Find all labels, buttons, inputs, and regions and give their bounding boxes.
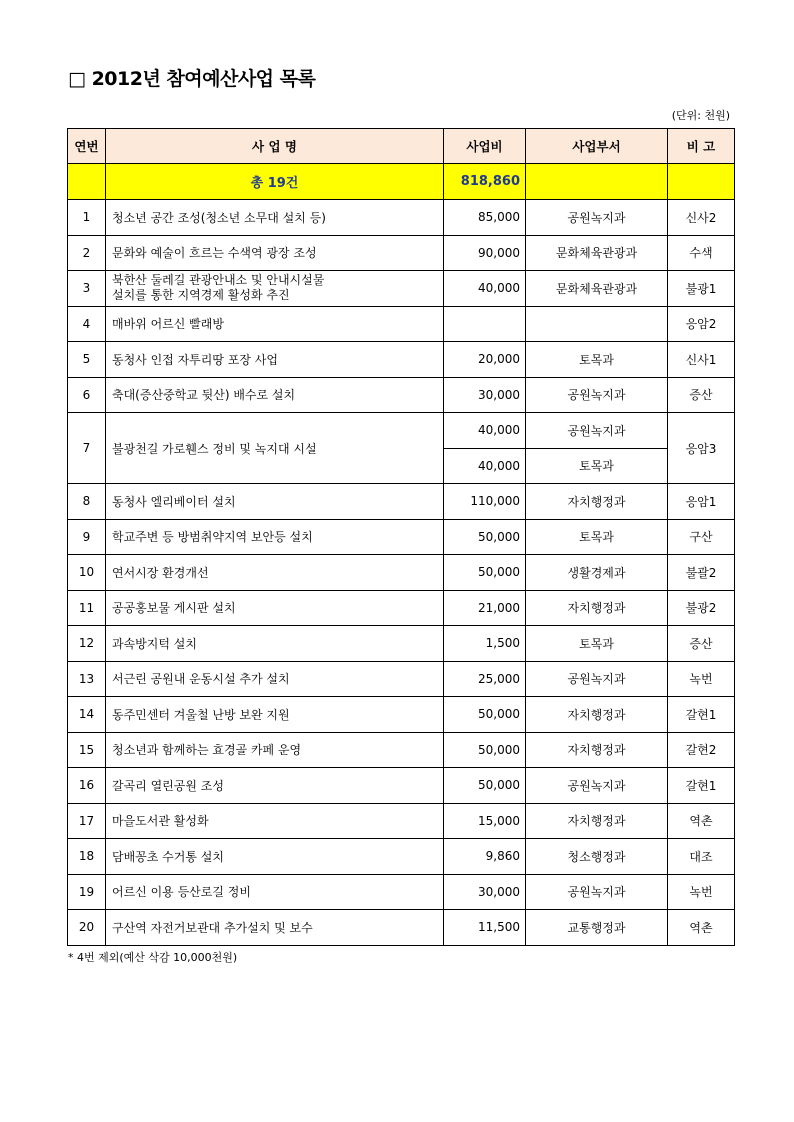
row-no: 20 bbox=[68, 910, 106, 946]
row-note: 불광2 bbox=[668, 590, 735, 626]
row-note: 증산 bbox=[668, 377, 735, 413]
row-name: 청소년과 함께하는 효경골 카페 운영 bbox=[106, 732, 444, 768]
row-no: 13 bbox=[68, 661, 106, 697]
row-name: 갈곡리 열린공원 조성 bbox=[106, 768, 444, 804]
row-name: 동주민센터 겨울철 난방 보완 지원 bbox=[106, 697, 444, 733]
header-cost: 사업비 bbox=[444, 129, 526, 164]
row-note: 증산 bbox=[668, 626, 735, 662]
table-row bbox=[68, 519, 735, 555]
row-name: 과속방지턱 설치 bbox=[106, 626, 444, 662]
header-note: 비 고 bbox=[668, 129, 735, 164]
row-name: 서근린 공원내 운동시설 추가 설치 bbox=[106, 661, 444, 697]
row-cost: 85,000 bbox=[444, 200, 526, 236]
total-cost: 818,860 bbox=[444, 164, 526, 200]
row-dept: 토목과 bbox=[526, 519, 668, 555]
row-cost: 50,000 bbox=[444, 768, 526, 804]
table-row bbox=[68, 590, 735, 626]
row-note: 응암3 bbox=[668, 413, 735, 484]
total-label: 총 19건 bbox=[106, 164, 444, 200]
row-dept bbox=[526, 306, 668, 342]
row-cost: 40,000 bbox=[444, 271, 526, 307]
row-cost: 40,000 bbox=[444, 413, 526, 449]
row-cost: 50,000 bbox=[444, 732, 526, 768]
row-note: 녹번 bbox=[668, 874, 735, 910]
row-cost: 50,000 bbox=[444, 555, 526, 591]
row-no: 9 bbox=[68, 519, 106, 555]
row-note: 불광1 bbox=[668, 271, 735, 307]
row-no: 3 bbox=[68, 271, 106, 307]
row-name: 문화와 예술이 흐르는 수색역 광장 조성 bbox=[106, 235, 444, 271]
row-note: 갈현1 bbox=[668, 768, 735, 804]
unit-label: (단위: 천원) bbox=[671, 109, 730, 122]
table-row bbox=[68, 271, 735, 307]
row-dept: 공원녹지과 bbox=[526, 661, 668, 697]
row-dept: 문화체육관광과 bbox=[526, 235, 668, 271]
row-note: 역촌 bbox=[668, 910, 735, 946]
row-cost: 1,500 bbox=[444, 626, 526, 662]
row-note: 신사1 bbox=[668, 342, 735, 378]
row-note: 응암1 bbox=[668, 484, 735, 520]
row-cost: 30,000 bbox=[444, 874, 526, 910]
table-row bbox=[68, 732, 735, 768]
row-cost: 90,000 bbox=[444, 235, 526, 271]
row-name-line: 북한산 둘레길 관광안내소 및 안내시설물 bbox=[112, 273, 325, 288]
header-no: 연번 bbox=[68, 129, 106, 164]
row-note: 갈현1 bbox=[668, 697, 735, 733]
row-no: 18 bbox=[68, 839, 106, 875]
row-no: 16 bbox=[68, 768, 106, 804]
total-row bbox=[68, 164, 735, 200]
row-no: 4 bbox=[68, 306, 106, 342]
row-no: 1 bbox=[68, 200, 106, 236]
row-name: 학교주변 등 방범취약지역 보안등 설치 bbox=[106, 519, 444, 555]
table-row bbox=[68, 377, 735, 413]
row-cost: 50,000 bbox=[444, 697, 526, 733]
row-cost: 11,500 bbox=[444, 910, 526, 946]
footnote: * 4번 제외(예산 삭감 10,000천원) bbox=[68, 951, 238, 964]
row-cost: 30,000 bbox=[444, 377, 526, 413]
table-row bbox=[68, 413, 735, 449]
page-title: □ 2012년 참여예산사업 목록 bbox=[68, 68, 316, 90]
row-dept: 생활경제과 bbox=[526, 555, 668, 591]
row-dept: 자치행정과 bbox=[526, 484, 668, 520]
row-dept: 문화체육관광과 bbox=[526, 271, 668, 307]
row-name: 어르신 이용 등산로길 정비 bbox=[106, 874, 444, 910]
row-no: 6 bbox=[68, 377, 106, 413]
row-dept: 자치행정과 bbox=[526, 590, 668, 626]
row-dept: 청소행정과 bbox=[526, 839, 668, 875]
row-cost: 25,000 bbox=[444, 661, 526, 697]
table-row bbox=[68, 697, 735, 733]
row-name bbox=[106, 271, 444, 307]
row-note: 구산 bbox=[668, 519, 735, 555]
row-cost bbox=[444, 306, 526, 342]
row-name: 구산역 자전거보관대 추가설치 및 보수 bbox=[106, 910, 444, 946]
row-no: 12 bbox=[68, 626, 106, 662]
row-dept: 자치행정과 bbox=[526, 803, 668, 839]
row-no: 14 bbox=[68, 697, 106, 733]
total-no bbox=[68, 164, 106, 200]
row-dept: 공원녹지과 bbox=[526, 377, 668, 413]
row-name: 담배꽁초 수거통 설치 bbox=[106, 839, 444, 875]
row-note: 불괄2 bbox=[668, 555, 735, 591]
row-dept: 공원녹지과 bbox=[526, 413, 668, 449]
header-name: 사 업 명 bbox=[106, 129, 444, 164]
table-row bbox=[68, 342, 735, 378]
row-note: 녹번 bbox=[668, 661, 735, 697]
row-name: 동청사 인접 자투리땅 포장 사업 bbox=[106, 342, 444, 378]
row-name: 연서시장 환경개선 bbox=[106, 555, 444, 591]
row-cost: 40,000 bbox=[444, 448, 526, 484]
row-dept: 자치행정과 bbox=[526, 732, 668, 768]
row-name: 매바위 어르신 빨래방 bbox=[106, 306, 444, 342]
table-row bbox=[68, 200, 735, 236]
row-name: 동청사 엘리베이터 설치 bbox=[106, 484, 444, 520]
row-no: 8 bbox=[68, 484, 106, 520]
row-dept: 토목과 bbox=[526, 342, 668, 378]
budget-table bbox=[67, 128, 735, 946]
row-dept: 공원녹지과 bbox=[526, 874, 668, 910]
row-dept: 자치행정과 bbox=[526, 697, 668, 733]
row-no: 5 bbox=[68, 342, 106, 378]
table-row bbox=[68, 555, 735, 591]
table-row bbox=[68, 626, 735, 662]
table-row bbox=[68, 910, 735, 946]
table-row bbox=[68, 768, 735, 804]
row-note: 대조 bbox=[668, 839, 735, 875]
row-dept: 공원녹지과 bbox=[526, 768, 668, 804]
row-cost: 21,000 bbox=[444, 590, 526, 626]
total-dept bbox=[526, 164, 668, 200]
row-no: 17 bbox=[68, 803, 106, 839]
row-dept: 토목과 bbox=[526, 448, 668, 484]
row-note: 신사2 bbox=[668, 200, 735, 236]
table-row bbox=[68, 484, 735, 520]
table-row bbox=[68, 661, 735, 697]
row-cost: 50,000 bbox=[444, 519, 526, 555]
header-dept: 사업부서 bbox=[526, 129, 668, 164]
row-name: 축대(증산중학교 뒷산) 배수로 설치 bbox=[106, 377, 444, 413]
row-name: 불광천길 가로휀스 정비 및 녹지대 시설 bbox=[106, 413, 444, 484]
row-note: 수색 bbox=[668, 235, 735, 271]
row-no: 19 bbox=[68, 874, 106, 910]
row-dept: 토목과 bbox=[526, 626, 668, 662]
row-note: 갈현2 bbox=[668, 732, 735, 768]
row-no: 7 bbox=[68, 413, 106, 484]
row-no: 10 bbox=[68, 555, 106, 591]
row-cost: 110,000 bbox=[444, 484, 526, 520]
row-no: 11 bbox=[68, 590, 106, 626]
row-no: 2 bbox=[68, 235, 106, 271]
row-name: 공공홍보물 게시판 설치 bbox=[106, 590, 444, 626]
table-row bbox=[68, 235, 735, 271]
row-note: 응암2 bbox=[668, 306, 735, 342]
row-name: 청소년 공간 조성(청소년 소무대 설치 등) bbox=[106, 200, 444, 236]
row-cost: 9,860 bbox=[444, 839, 526, 875]
row-cost: 20,000 bbox=[444, 342, 526, 378]
total-note bbox=[668, 164, 735, 200]
table-header-row bbox=[68, 129, 735, 164]
row-no: 15 bbox=[68, 732, 106, 768]
table-row bbox=[68, 306, 735, 342]
table-row bbox=[68, 874, 735, 910]
row-name: 마을도서관 활성화 bbox=[106, 803, 444, 839]
row-cost: 15,000 bbox=[444, 803, 526, 839]
table-row bbox=[68, 803, 735, 839]
table-row bbox=[68, 839, 735, 875]
row-dept: 교통행정과 bbox=[526, 910, 668, 946]
row-name-line: 설치를 통한 지역경제 활성화 추진 bbox=[112, 288, 290, 303]
row-dept: 공원녹지과 bbox=[526, 200, 668, 236]
row-note: 역촌 bbox=[668, 803, 735, 839]
